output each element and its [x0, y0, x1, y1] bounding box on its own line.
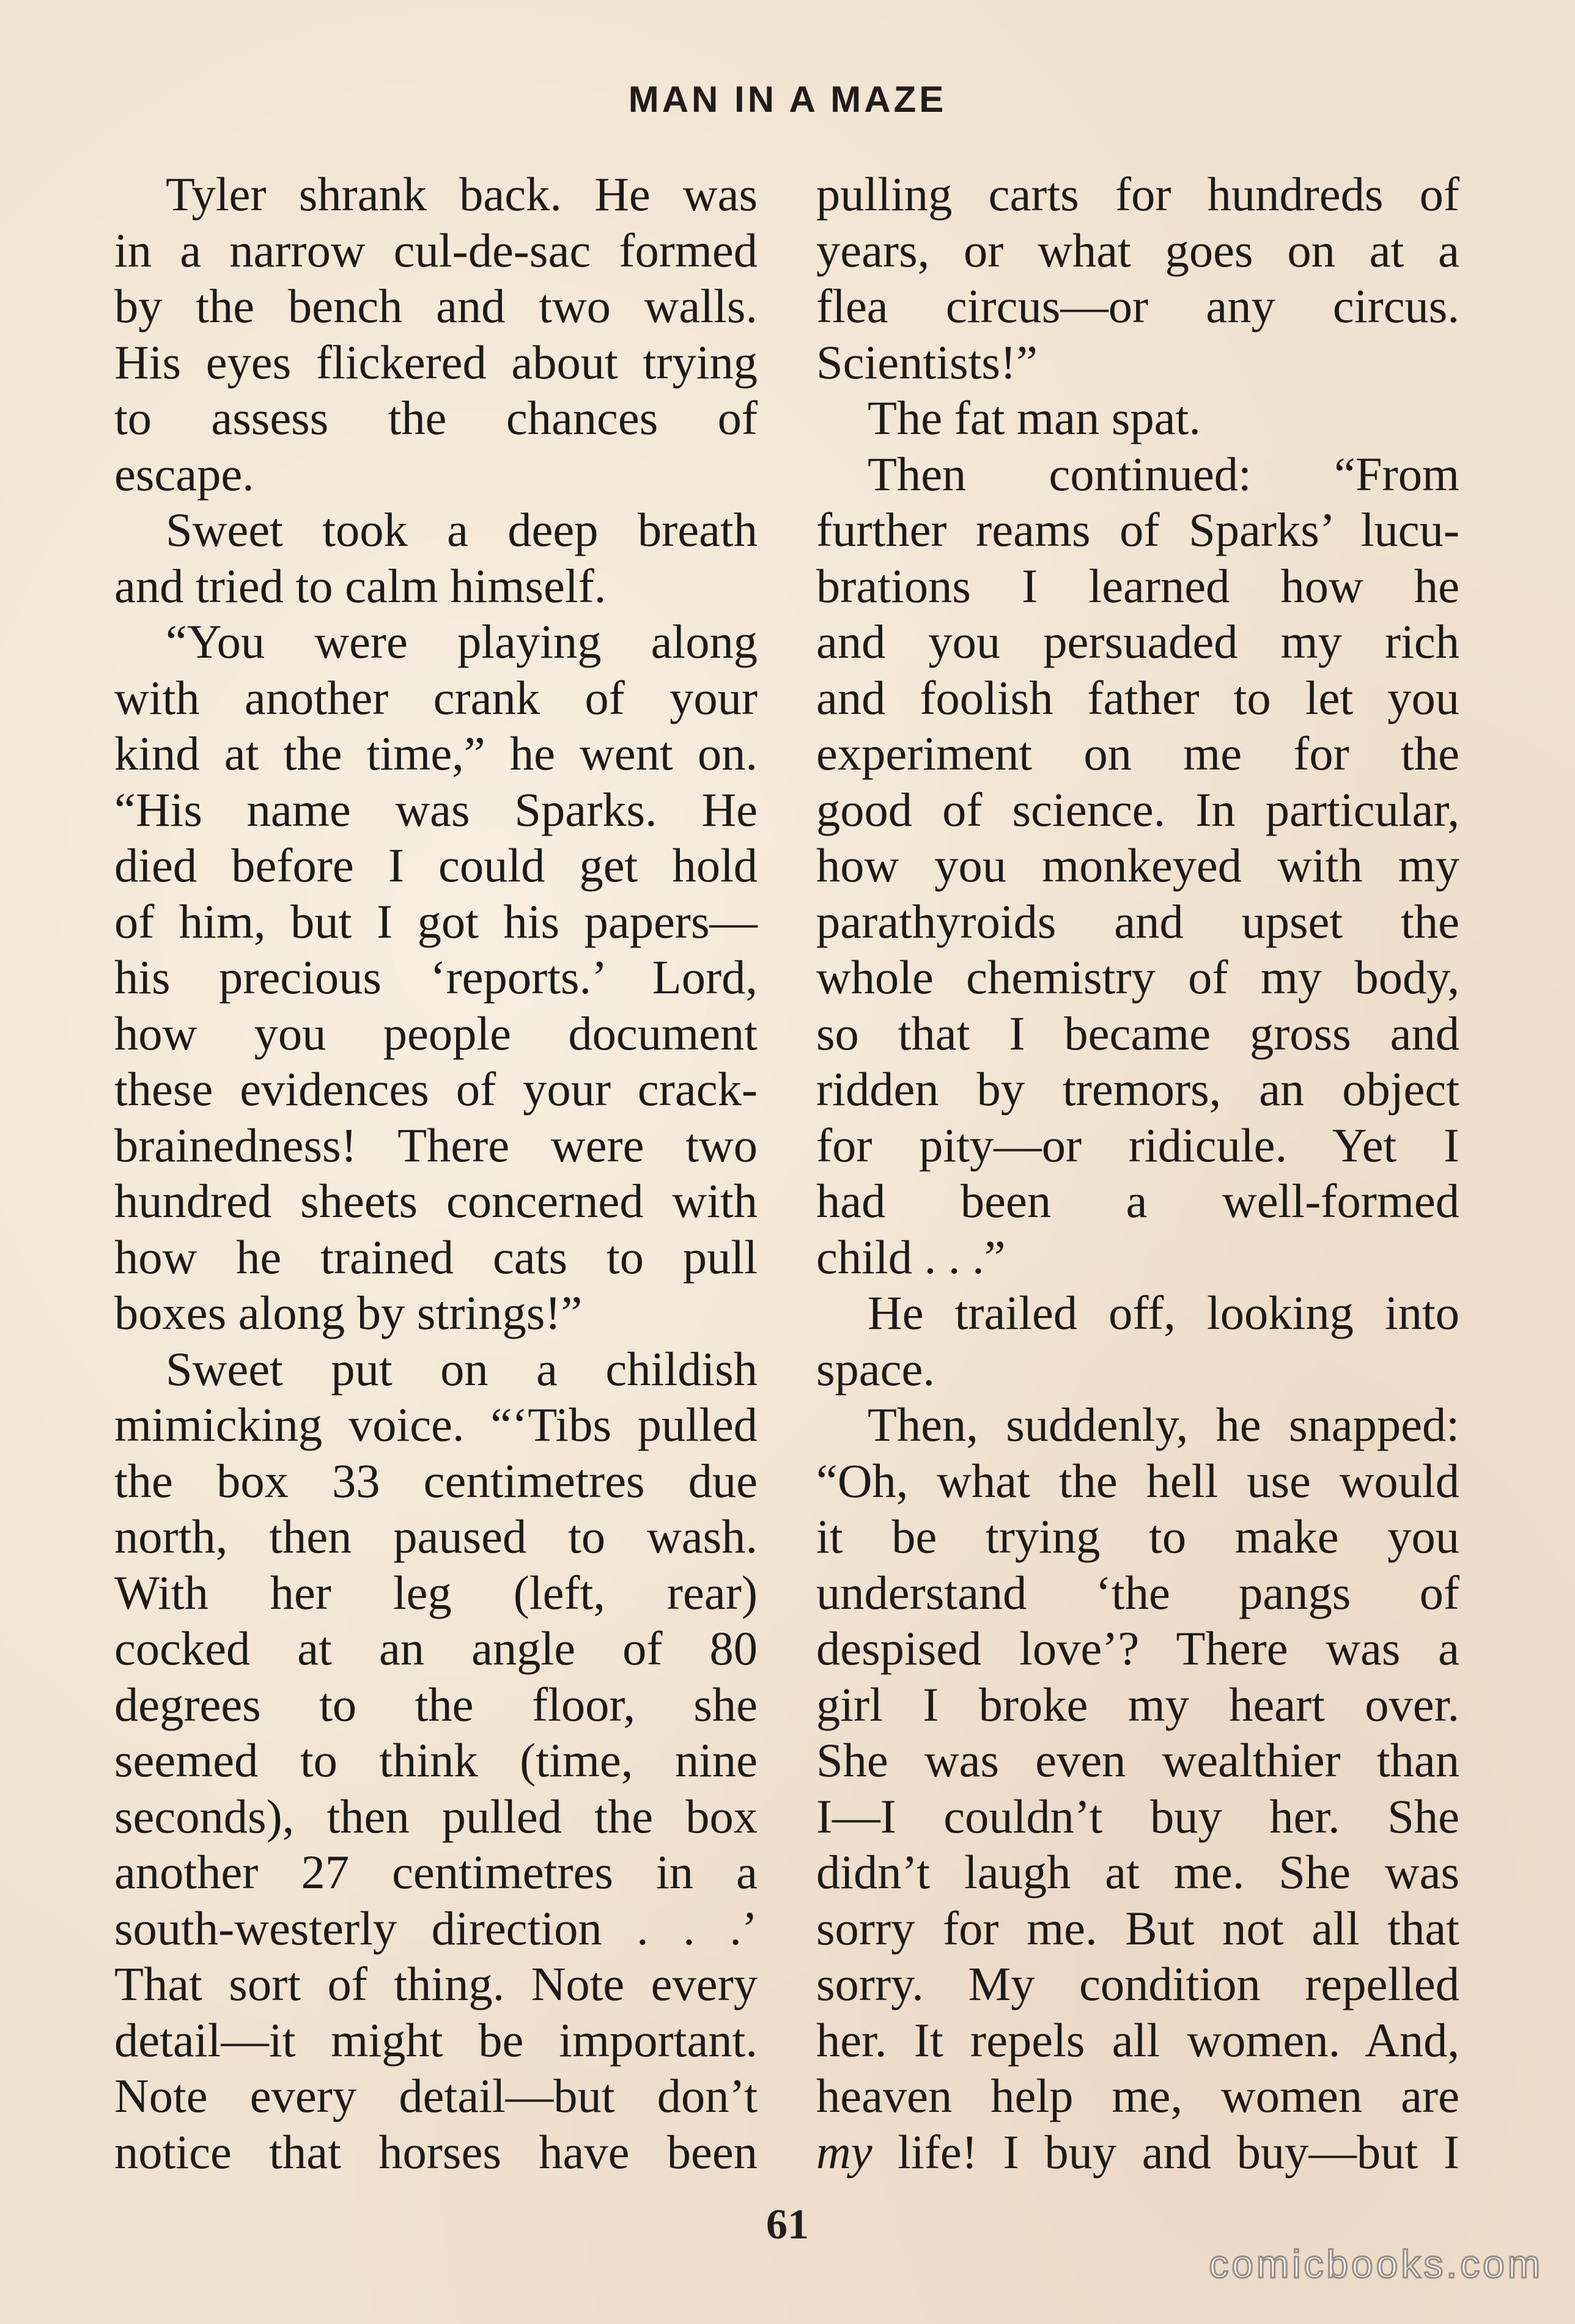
- text-line: His eyes flickered about trying: [114, 335, 758, 389]
- page-number: 61: [766, 2201, 809, 2248]
- right-column: [816, 166, 1459, 2180]
- text-line: and foolish father to let you: [816, 671, 1459, 724]
- text-line: in a narrow cul-de-sac formed: [114, 223, 758, 277]
- text-line: ridden by tremors, an object: [816, 1062, 1459, 1116]
- text-line: good of science. In particular,: [816, 782, 1459, 836]
- text-line: for pity—or ridicule. Yet I: [816, 1118, 1459, 1172]
- text-line: child . . .”: [816, 1230, 1006, 1284]
- text-line: space.: [816, 1342, 935, 1396]
- text-line: with another crank of your: [114, 671, 758, 724]
- text-line: hundred sheets concerned with: [114, 1174, 758, 1227]
- text-line: and tried to calm himself.: [114, 559, 607, 612]
- text-line: Then continued: “From: [868, 447, 1459, 501]
- text-line: parathyroids and upset the: [816, 894, 1459, 948]
- text-line: didn’t laugh at me. She was: [816, 1845, 1459, 1899]
- text-line: so that I became gross and: [816, 1006, 1459, 1060]
- text-line: seemed to think (time, nine: [114, 1734, 758, 1787]
- text-line: I—I couldn’t buy her. She: [816, 1789, 1459, 1843]
- text-line: my life! I buy and buy—but I: [816, 2125, 1459, 2179]
- text-line: his precious ‘reports.’ Lord,: [114, 951, 758, 1004]
- text-line: Sweet put on a childish: [166, 1342, 758, 1396]
- text-line: to assess the chances of: [114, 391, 758, 444]
- text-line: seconds), then pulled the box: [114, 1789, 758, 1843]
- text-line: sorry for me. But not all that: [816, 1901, 1459, 1955]
- text-line: escape.: [114, 447, 254, 501]
- text-line: further reams of Sparks’ lucu-: [816, 503, 1459, 556]
- text-line: “You were playing along: [166, 615, 758, 668]
- text-line: Scientists!”: [816, 335, 1038, 389]
- running-head: MAN IN A MAZE: [628, 79, 947, 120]
- text-line: Sweet took a deep breath: [166, 503, 758, 556]
- text-line: another 27 centimetres in a: [114, 1845, 758, 1899]
- text-line: kind at the time,” he went on.: [114, 727, 758, 780]
- text-line: pulling carts for hundreds of: [816, 167, 1459, 221]
- text-line: had been a well-formed: [816, 1174, 1459, 1227]
- text-line: south-westerly direction . . .’: [114, 1901, 758, 1955]
- text-line: despised love’? There was a: [816, 1622, 1459, 1675]
- text-line: She was even wealthier than: [816, 1734, 1459, 1787]
- text-line: the box 33 centimetres due: [114, 1454, 758, 1507]
- text-line: experiment on me for the: [816, 727, 1459, 780]
- text-line: detail—it might be important.: [114, 2013, 758, 2067]
- text-line: how he trained cats to pull: [114, 1230, 758, 1284]
- text-line: understand ‘the pangs of: [816, 1565, 1459, 1619]
- text-line: these evidences of your crack-: [114, 1062, 758, 1116]
- text-line: how you monkeyed with my: [816, 839, 1459, 892]
- watermark: comicbooks.com: [1209, 2242, 1543, 2286]
- text-line: Note every detail—but don’t: [114, 2069, 758, 2122]
- text-line: how you people document: [114, 1006, 758, 1060]
- text-line: flea circus—or any circus.: [816, 279, 1459, 333]
- text-line: died before I could get hold: [114, 839, 758, 892]
- text-line: her. It repels all women. And,: [816, 2013, 1459, 2067]
- text-line: brations I learned how he: [816, 559, 1459, 612]
- text-line: With her leg (left, rear): [114, 1565, 758, 1619]
- text-line: it be trying to make you: [816, 1510, 1459, 1563]
- text-line: “His name was Sparks. He: [114, 782, 758, 836]
- text-line: girl I broke my heart over.: [816, 1677, 1459, 1731]
- text-line: whole chemistry of my body,: [816, 951, 1459, 1004]
- text-line: Then, suddenly, he snapped:: [868, 1398, 1459, 1451]
- text-line: brainedness! There were two: [114, 1118, 758, 1172]
- text-line: The fat man spat.: [868, 391, 1201, 444]
- text-line: notice that horses have been: [114, 2125, 758, 2179]
- text-line: “Oh, what the hell use would: [816, 1454, 1459, 1507]
- text-line: That sort of thing. Note every: [114, 1957, 758, 2010]
- text-line: mimicking voice. “‘Tibs pulled: [114, 1398, 758, 1451]
- text-line: boxes along by strings!”: [114, 1286, 583, 1339]
- text-line: and you persuaded my rich: [816, 615, 1459, 668]
- text-line: cocked at an angle of 80: [114, 1622, 758, 1675]
- left-column: [114, 166, 758, 2180]
- text-line: degrees to the floor, she: [114, 1677, 758, 1731]
- text-line: north, then paused to wash.: [114, 1510, 758, 1563]
- text-line: of him, but I got his papers—: [114, 894, 758, 948]
- text-line: heaven help me, women are: [816, 2069, 1459, 2122]
- text-line: Tyler shrank back. He was: [166, 167, 758, 221]
- text-line: years, or what goes on at a: [816, 223, 1459, 277]
- text-line: He trailed off, looking into: [868, 1286, 1459, 1339]
- text-line: by the bench and two walls.: [114, 279, 758, 333]
- text-line: sorry. My condition repelled: [816, 1957, 1459, 2010]
